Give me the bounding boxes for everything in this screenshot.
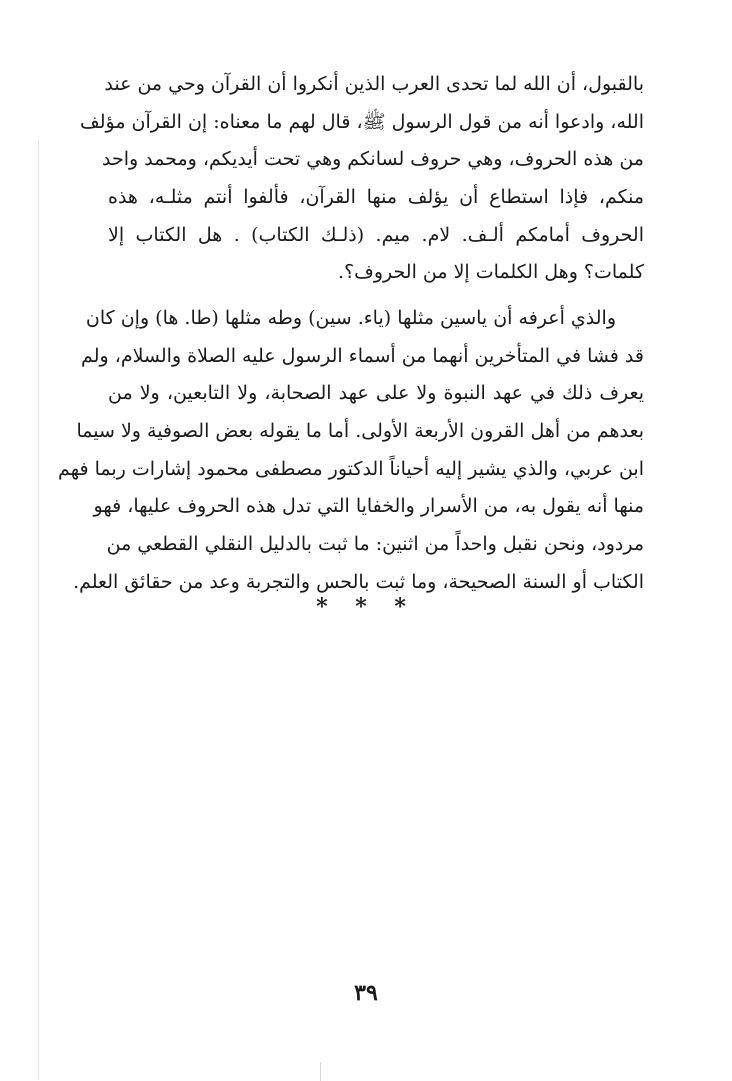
paragraph-1	[80, 66, 644, 292]
paragraph-2-line-1: والذي أعرفه أن ياسين مثلها (ياء. سين) وطه مثلها (طا. ها) وإن كان	[85, 307, 616, 329]
paragraph-2-line-4: بعدهم من أهل القرون الأربعة الأولى. أما ما يقوله بعض الصوفية ولا سيما	[76, 420, 644, 443]
section-divider-asterisks: * * *	[316, 594, 416, 620]
scan-edge-mark	[320, 1062, 321, 1081]
page-number: ٣٩	[354, 980, 378, 1006]
paragraph-1-line-4: منكم، فإذا استطاع أن يؤلف منها القرآن، فألفوا أنتم مثلـه، هذه	[108, 186, 644, 209]
paragraph-1-line-5: الحروف أمامكم ألـف. لام. ميم. (ذلـك الكتاب) . هل الكتاب إلا	[108, 223, 644, 246]
paragraph-2-line-6: منها أنه يقول به، من الأسرار والخفايا التي تدل هذه الحروف عليها، فهو	[93, 495, 644, 518]
paragraph-1-line-1: بالقبول، أن الله لما تحدى العرب الذين أنكروا أن القرآن وحي من عند	[104, 73, 644, 95]
paragraph-2-line-2: قد فشا في المتأخرين أنهما من أسماء الرسول عليه الصلاة والسلام، ولم	[81, 344, 644, 367]
paragraph-1-line-3: من هذه الحروف، وهي حروف لسانكم وهي تحت أيديكم، ومحمد واحد	[102, 148, 644, 171]
paragraph-2-line-5: ابن عربي، والذي يشير إليه أحياناً الدكتور مصطفى محمود إشارات ربما فهم	[58, 457, 644, 480]
scan-edge-line	[38, 140, 39, 1080]
paragraph-1-line-6: كلمات؟ وهل الكلمات إلا من الحروف؟.	[338, 261, 644, 284]
paragraph-2	[58, 300, 644, 602]
paragraph-2-line-3: يعرف ذلك في عهد النبوة ولا على عهد الصحابة، ولا التابعين، ولا من	[108, 382, 644, 405]
paragraph-2-line-8: الكتاب أو السنة الصحيحة، وما ثبت بالحس والتجربة وعد من حقائق العلم.	[73, 570, 644, 593]
paragraph-1-line-2: الله، وادعوا أنه من قول الرسول ﷺ، قال لهم ما معناه: إن القرآن مؤلف	[80, 110, 644, 133]
paragraph-2-line-7: مردود، ونحن نقبل واحداً من اثنين: ما ثبت بالدليل النقلي القطعي من	[106, 533, 644, 556]
